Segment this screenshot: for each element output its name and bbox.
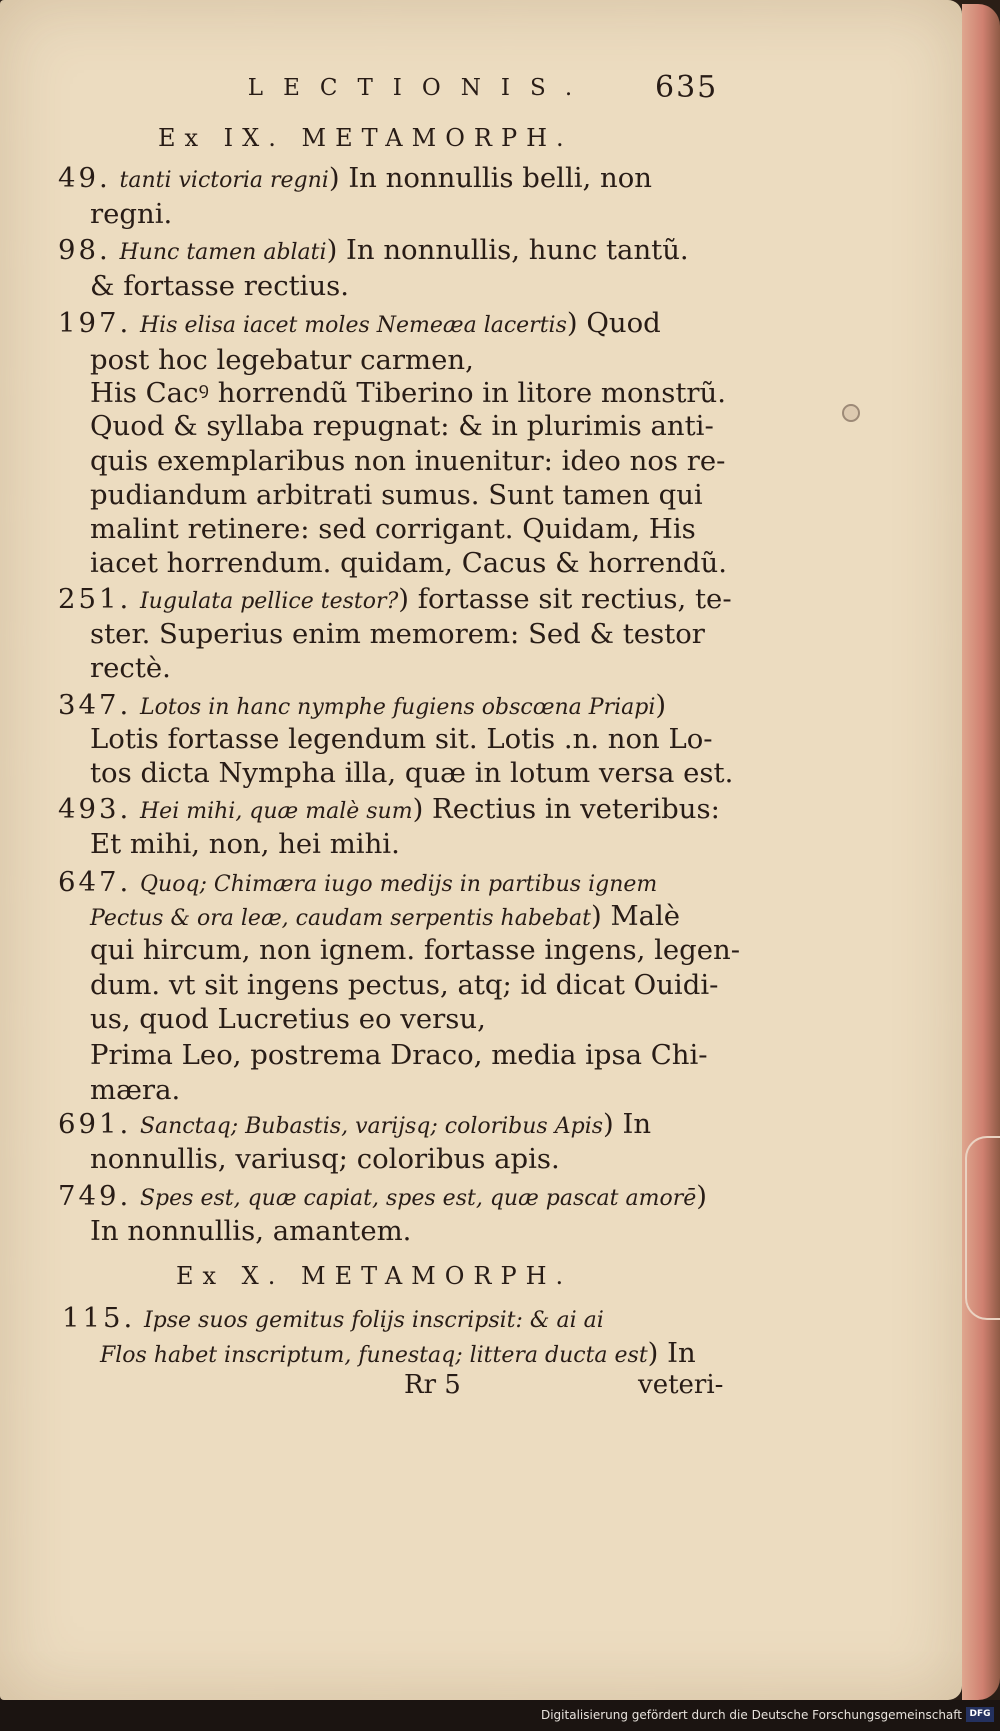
lemma: His elisa iacet moles Nemeæa lacertis xyxy=(139,313,567,338)
note-493 xyxy=(58,793,720,828)
note-line: Lotis fortasse legendum sit. Lotis .n. non Lo- xyxy=(90,723,713,755)
paper-spot xyxy=(842,404,860,422)
signature-mark: Rr 5 xyxy=(404,1370,461,1400)
note-line: pudiandum arbitrati sumus. Sunt tamen qui xyxy=(90,479,703,511)
note-line: & fortasse rectius. xyxy=(90,270,350,302)
verse-number: 251. xyxy=(58,583,132,615)
note-line: quis exemplaribus non inuenitur: ideo nos re- xyxy=(90,445,726,477)
verse-number: 197. xyxy=(58,307,132,339)
note-197 xyxy=(58,307,661,342)
note-647-lemma-cont xyxy=(90,900,680,935)
running-head: LECTIONIS. xyxy=(247,75,593,101)
lemma: Pectus & ora leæ, caudam serpentis habebat xyxy=(90,906,591,931)
note-text: ) xyxy=(696,1180,707,1212)
note-251 xyxy=(58,583,732,618)
funding-credit: Digitalisierung gefördert durch die Deutsche Forschungsgemeinschaft xyxy=(540,1708,962,1722)
note-text: ) In xyxy=(647,1337,696,1369)
lemma: Hei mihi, quæ malè sum xyxy=(139,799,413,824)
note-line: dum. vt sit ingens pectus, atq; id dicat Ouidi- xyxy=(90,969,719,1001)
catchword: veteri- xyxy=(638,1370,724,1400)
note-text: ) Quod xyxy=(566,307,661,339)
lemma: Hunc tamen ablati xyxy=(119,240,327,265)
note-line: mæra. xyxy=(90,1074,181,1106)
page-edge-notch xyxy=(965,1136,1000,1320)
note-line: nonnullis, variusq; coloribus apis. xyxy=(90,1143,560,1175)
verse-number: 49. xyxy=(58,162,111,194)
note-line: post hoc legebatur carmen, xyxy=(90,344,474,376)
lemma: Lotos in hanc nymphe fugiens obscœna Priapi xyxy=(139,695,656,720)
red-page-edge xyxy=(962,4,1000,1700)
note-text: ) In xyxy=(603,1108,652,1140)
lemma: Flos habet inscriptum, funestaq; littera ducta est xyxy=(100,1343,648,1368)
note-line: In nonnullis, amantem. xyxy=(90,1215,412,1247)
verse-number: 115. xyxy=(62,1302,136,1334)
verse-number: 493. xyxy=(58,793,132,825)
note-347 xyxy=(58,689,666,724)
lemma: Sanctaq; Bubastis, varijsq; coloribus Apis xyxy=(139,1114,604,1139)
section-heading: Ex IX. METAMORPH. xyxy=(158,124,573,152)
note-115 xyxy=(62,1302,604,1337)
note-text: ) In nonnullis, hunc tantũ. xyxy=(326,234,689,266)
note-line: His Cacꝰ horrendũ Tiberino in litore monstrũ. xyxy=(90,377,726,409)
note-text: ) In nonnullis belli, non xyxy=(328,162,652,194)
note-line: ster. Superius enim memorem: Sed & testor xyxy=(90,618,705,650)
note-text: ) xyxy=(655,689,667,721)
note-text: ) fortasse sit rectius, te- xyxy=(398,583,732,615)
lemma: Spes est, quæ capiat, spes est, quæ pascat amorē xyxy=(139,1186,697,1211)
section-heading: Ex X. METAMORPH. xyxy=(176,1262,573,1290)
note-text: ) Rectius in veteribus: xyxy=(412,793,720,825)
note-line: Prima Leo, postrema Draco, media ipsa Chi- xyxy=(90,1039,708,1071)
note-line: malint retinere: sed corrigant. Quidam, His xyxy=(90,513,696,545)
note-691 xyxy=(58,1108,651,1143)
verse-number: 749. xyxy=(58,1180,132,1212)
verse-number: 347. xyxy=(58,689,132,721)
dfg-logo: DFG xyxy=(966,1707,994,1722)
note-line: regni. xyxy=(90,198,173,230)
lemma: Ipse suos gemitus folijs inscripsit: & ai ai xyxy=(143,1308,604,1333)
note-line: Et mihi, non, hei mihi. xyxy=(90,828,400,860)
note-115-lemma-cont xyxy=(100,1337,696,1372)
note-647 xyxy=(58,866,657,901)
lemma: Quoq; Chimæra iugo medijs in partibus ignem xyxy=(139,872,658,897)
verse-number: 98. xyxy=(58,234,111,266)
verse-number: 691. xyxy=(58,1108,132,1140)
note-line: us, quod Lucretius eo versu, xyxy=(90,1003,486,1035)
note-49 xyxy=(58,162,652,197)
lemma: tanti victoria regni xyxy=(119,168,329,193)
lemma: Iugulata pellice testor? xyxy=(139,589,399,614)
note-line: qui hircum, non ignem. fortasse ingens, legen- xyxy=(90,934,741,966)
note-749 xyxy=(58,1180,707,1215)
page-number: 635 xyxy=(655,70,719,105)
note-line: Quod & syllaba repugnat: & in plurimis anti- xyxy=(90,410,714,442)
note-line: tos dicta Nympha illa, quæ in lotum versa est. xyxy=(90,757,734,789)
verse-number: 647. xyxy=(58,866,132,898)
note-98 xyxy=(58,234,689,269)
note-line: iacet horrendum. quidam, Cacus & horrendũ. xyxy=(90,547,727,579)
note-line: rectè. xyxy=(90,652,171,684)
note-text: ) Malè xyxy=(590,900,681,932)
